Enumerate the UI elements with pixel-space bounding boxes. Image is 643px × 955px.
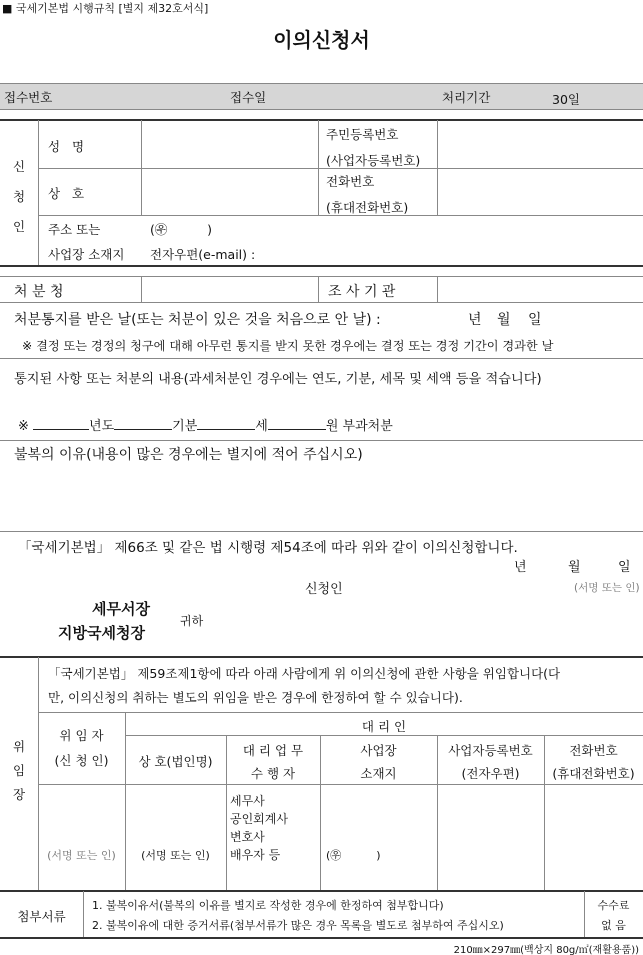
agent-reg-number-header: 사업자등록번호 [448,743,533,758]
rrn-field[interactable] [442,125,638,165]
disposition-content-label: 통지된 사항 또는 처분의 내용(과세처분인 경우에는 연도, 기분, 세목 및 세액 등을 적습니다) [14,372,542,387]
form-title: 이의신청서 [273,28,370,52]
disposition-agency-label: 처 분 청 [14,284,64,300]
agent-phone-header: 전화번호 [569,743,618,758]
agent-type-item: 배우자 등 [230,848,281,862]
investigating-agency-label: 조 사 기 관 [328,284,396,300]
trade-name-label: 상 호 [48,186,85,201]
notice-day: 일 [528,312,542,328]
agent-type-list [230,792,288,864]
name-field[interactable] [146,125,314,165]
fee-value: 없 음 [601,919,626,932]
declaration-year: 년 [514,560,527,575]
attachment-item: 1. 불복이유서(불복의 이유를 별지로 작성한 경우에 한정하여 첨부합니다) [92,899,444,912]
address-label: 주소 또는 [48,222,101,237]
declaration-month: 월 [568,560,581,575]
honorific: 귀하 [180,614,204,628]
delegator-signature-field[interactable]: (서명 또는 인) [47,849,116,862]
objection-reason-label: 불복의 이유(내용이 많은 경우에는 별지에 적어 주십시오) [14,447,363,463]
receipt-band [0,83,643,109]
declaration-text: 「국세기본법」 제66조 및 같은 법 시행령 제54조에 따라 위와 같이 이의신청합니다. [18,540,518,556]
objection-reason-field[interactable] [4,466,640,528]
agent-type-item: 세무사 [230,794,265,808]
delegator-subheader: (신 청 인) [54,753,109,768]
agent-type-item: 변호사 [230,830,265,844]
recipient-tax-office: 세무서장 [92,600,150,618]
agent-performer-header: 대 리 업 무 [242,743,304,758]
delegation-text-1: 「국세기본법」 제59조제1항에 따라 아래 사람에게 위 이의신청에 관한 사항을 위임합니다(다 [48,666,561,681]
agent-address-subheader: 소재지 [360,766,397,781]
applicant-signature-field[interactable]: (서명 또는 인) [574,582,640,594]
agent-address-header: 사업장 [360,743,397,758]
notice-month: 월 [497,312,511,328]
delegator-header: 위 임 자 [59,728,104,743]
business-location-label: 사업장 소재지 [48,247,125,262]
investigating-agency-field[interactable] [442,279,638,299]
business-reg-label: (사업자등록번호) [326,153,421,168]
attachment-item: 2. 불복이유에 대한 증거서류(첨부서류가 많은 경우 목록을 별도로 첨부하여 주십시오) [92,919,504,932]
name-label: 성 명 [48,139,85,154]
email-label: 전자우편(e-mail) : [150,247,256,262]
receipt-number-label: 접수번호 [4,90,53,105]
applicant-section-label: 신 청 인 [12,159,26,234]
notice-year: 년 [468,312,482,328]
declaration-day: 일 [618,560,631,575]
delegation-text-2: 만, 이의신청의 취하는 별도의 위임을 받은 경우에 한정하여 할 수 있습니다). [48,690,463,705]
delegation-section-label: 위 임 장 [12,739,26,802]
agent-performer-subheader: 수 행 자 [250,766,296,781]
agent-email-header: (전자우편) [461,766,520,781]
agent-header: 대 리 인 [361,719,407,734]
processing-period-label: 처리기간 [442,90,491,105]
phone-field[interactable] [442,172,638,212]
applicant-signature-label: 신청인 [305,582,343,597]
fee-label: 수수료 [597,899,630,912]
agent-signature-field[interactable]: (서명 또는 인) [141,849,210,862]
paper-spec: 210㎜×297㎜(백상지 80g/㎡(재활용품)) [453,945,639,955]
agent-trade-name-header: 상 호(법인명) [138,754,213,769]
agent-type-item: 공인회계사 [230,812,288,826]
disposition-agency-field[interactable] [146,279,314,299]
tax-assessment-line: ※ 년도 기분 세 원 부과처분 [18,419,393,434]
trade-name-field[interactable] [146,172,314,212]
rrn-label: 주민등록번호 [326,127,399,142]
form-reference: ■ 국세기본법 시행규칙 [별지 제32호서식] [2,2,209,15]
phone-label: 전화번호 [326,174,375,189]
receipt-date-label: 접수일 [230,90,267,105]
notice-note: ※ 결정 또는 경정의 청구에 대해 아무런 통지를 받지 못한 경우에는 결정 또는 경정 기간이 경과한 날 [22,339,554,353]
recipient-regional-office: 지방국세청장 [58,624,145,642]
mobile-label: (휴대전화번호) [326,200,409,215]
attachments-label: 첨부서류 [17,909,66,924]
agent-zip-field[interactable]: (㉾ ) [326,849,381,862]
notice-date-label: 처분통지를 받은 날(또는 처분이 있은 것을 처음으로 안 날) : [14,312,381,328]
processing-period-value: 30일 [552,92,580,107]
agent-mobile-header: (휴대전화번호) [552,766,635,781]
zip-code-field[interactable]: (㉾ ) [150,222,212,237]
